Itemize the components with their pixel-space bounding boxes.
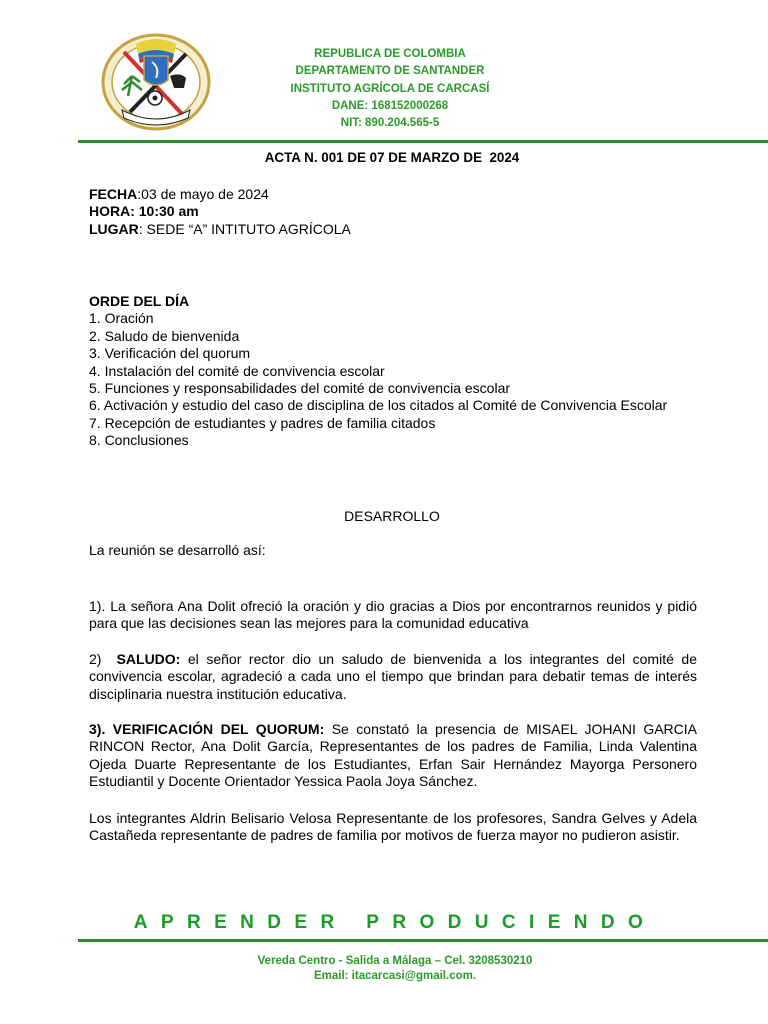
footer-divider [78,939,768,942]
institution-motto: APRENDER PRODUCIENDO [133,912,657,933]
place-label: LUGAR [89,220,139,237]
development-intro: La reunión se desarrolló así: [89,542,266,558]
contact-footer [0,954,768,984]
header-divider [78,140,768,143]
agenda-item: 4. Instalación del comité de convivencia escolar [89,362,385,379]
paragraph-quorum [89,721,697,791]
header-dane: DANE: 168152000268 [331,99,449,112]
header-department: DEPARTAMENTO DE SANTANDER [295,65,485,78]
time-text: HORA: 10:30 am [89,203,199,220]
greeting-number: 2) [89,651,117,667]
footer-email: Email: itacarcasi@gmail.com. [313,970,477,982]
quorum-label: 3). VERIFICACIÓN DEL QUORUM: [89,721,325,737]
footer-address: Vereda Centro - Salida a Málaga – Cel. 3208530210 [257,955,533,967]
agenda-item: 7. Recepción de estudiantes y padres de familia citados [89,414,436,431]
development-heading: DESARROLLO [344,508,440,524]
agenda-section [89,293,697,450]
greeting-label: SALUDO: [116,651,181,667]
institution-seal-logo [100,32,212,132]
place-line [89,221,697,238]
place-value: : SEDE “A” INTITUTO AGRÍCOLA [138,220,351,237]
meeting-info [89,186,697,238]
quorum-text: Se constató la presencia de MISAEL JOHANI GARCIA RINCON Rector, Ana Dolit García, Representantes de los padres de Familia, Linda Valentina Ojeda Duarte Representante de los Estudiantes, Erfan Sair Hernández Mayorga Personero Estudiantil y Docente Orientador Yessica Paola Joya Sánchez. [89,721,698,790]
institution-header [260,46,520,132]
greeting-text: el señor rector dio un saludo de bienvenida a los integrantes del comité de convivencia escolar, agradeció a cada uno el tiempo que brindan para debatir temas de interés disciplinaria nuestra institución educativa. [89,651,698,702]
agenda-item: 8. Conclusiones [89,432,189,449]
header-institution: INSTITUTO AGRÍCOLA DE CARCASÍ [290,82,490,95]
date-value: :03 de mayo de 2024 [137,186,269,202]
time-line [89,203,697,220]
date-line [89,186,697,203]
agenda-item: 6. Activación y estudio del caso de disciplina de los citados al Comité de Convivencia Escolar [89,397,668,414]
header-country: REPUBLICA DE COLOMBIA [314,48,466,60]
agenda-item: 2. Saludo de bienvenida [89,327,240,344]
date-label: FECHA [89,186,138,202]
header-nit: NIT: 890.204.565-5 [340,117,440,130]
agenda-item: 5. Funciones y responsabilidades del comité de convivencia escolar [89,380,511,397]
agenda-item: 1. Oración [89,310,154,327]
document-title: ACTA N. 001 DE 07 DE MARZO DE 2024 [264,150,520,165]
agenda-heading: ORDE DEL DÍA [89,293,190,309]
paragraph-absences: Los integrantes Aldrin Belisario Velosa Representante de los profesores, Sandra Gelves y Adela Castañeda representante de padres de familia por motivos de fuerza mayor no pudieron asistir. [89,810,697,844]
paragraph-greeting [89,651,697,703]
agenda-item: 3. Verificación del quorum [89,345,251,362]
paragraph-prayer: 1). La señora Ana Dolit ofreció la oración y dio gracias a Dios por encontrarnos reunidos y pidió para que las decisiones sean las mejores para la comunidad educativa [89,598,697,632]
